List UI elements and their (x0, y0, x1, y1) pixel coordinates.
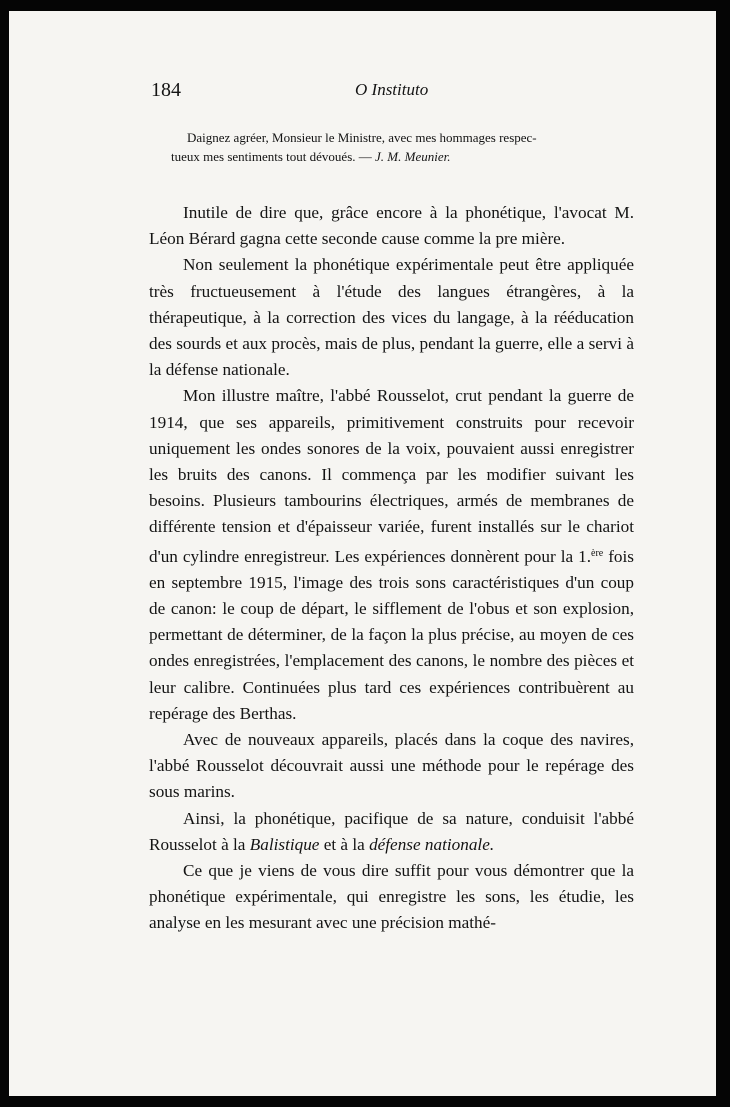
letter-closing-text: tueux mes sentiments tout dévoués. — (171, 149, 376, 164)
paragraph-2: Non seulement la phonétique expérimentale peut être appliquée très fructueusement à l'étude des langues étrangères, à la thérapeutique, à la correction des vices du langage, à la rééducation des sourds et aux procès, mais de plus, pendant la guerre, elle a servi à la défense nationale. (149, 255, 634, 380)
paragraph-5-part-1: Ainsi, la phonétique, pacifique de sa nature, conduisit l'abbé Rousselot à la (149, 808, 634, 854)
paragraph-4: Avec de nouveaux appareils, placés dans la coque des navires, l'abbé Rousselot découvrait aussi une méthode pour le repérage des sous marins. (149, 730, 634, 802)
paragraph-6: Ce que je viens de vous dire suffit pour vous démontrer que la phonétique expérimentale, qui enregistre les sons, les étudie, les analyse en les mesurant avec une précision mathé- (149, 861, 634, 933)
book-page (9, 11, 716, 1096)
ordinal-superscript: ère (591, 547, 604, 559)
paragraph-3 (149, 383, 634, 727)
paragraph-3-part-2: fois en septembre 1915, l'image des trois sons caractéristiques d'un coup de canon: le coup de départ, le sifflement de l'obus et son explosion, permettant de déterminer, de la façon la plus précise, au moyen de ces ondes enregistrées, l'emplacement des canons, le nombre des pièces et leur calibre. Continuées plus tard ces expériences contribuèrent au repérage des Berthas. (149, 546, 634, 723)
body-text (149, 200, 634, 937)
letter-closing-line-2 (149, 147, 634, 166)
paragraph-3-part-1: Mon illustre maître, l'abbé Rousselot, crut pendant la guerre de 1914, que ses appareils, primitivement construits pour recevoir uniquement les ondes sonores de la voix, pouvaient aussi enregistrer les bruits des canons. Il commença par les modifier suivant les besoins. Plusieurs tambourins électriques, armés de membranes de différente tension et d'épaisseur variée, furent installés sur le chariot d'un cylindre enregistreur. Les expériences donnèrent pour la 1. (149, 386, 634, 566)
running-title: O Instituto (355, 80, 429, 99)
italic-balistique: Balistique (249, 834, 320, 854)
page-number: 184 (151, 79, 181, 101)
letter-closing (149, 128, 634, 166)
paragraph-1: Inutile de dire que, grâce encore à la phonétique, l'avocat M. Léon Bérard gagna cette seconde cause comme la pre mière. (149, 203, 634, 249)
running-head (149, 79, 634, 109)
paragraph-5-part-2: et à la (319, 834, 370, 854)
paragraph-5 (149, 806, 634, 858)
letter-closing-line-1: Daignez agréer, Monsieur le Ministre, avec mes hommages respec- (187, 130, 537, 145)
italic-defense-nationale: défense nationale. (369, 834, 495, 854)
signature: J. M. Meunier. (375, 149, 451, 164)
